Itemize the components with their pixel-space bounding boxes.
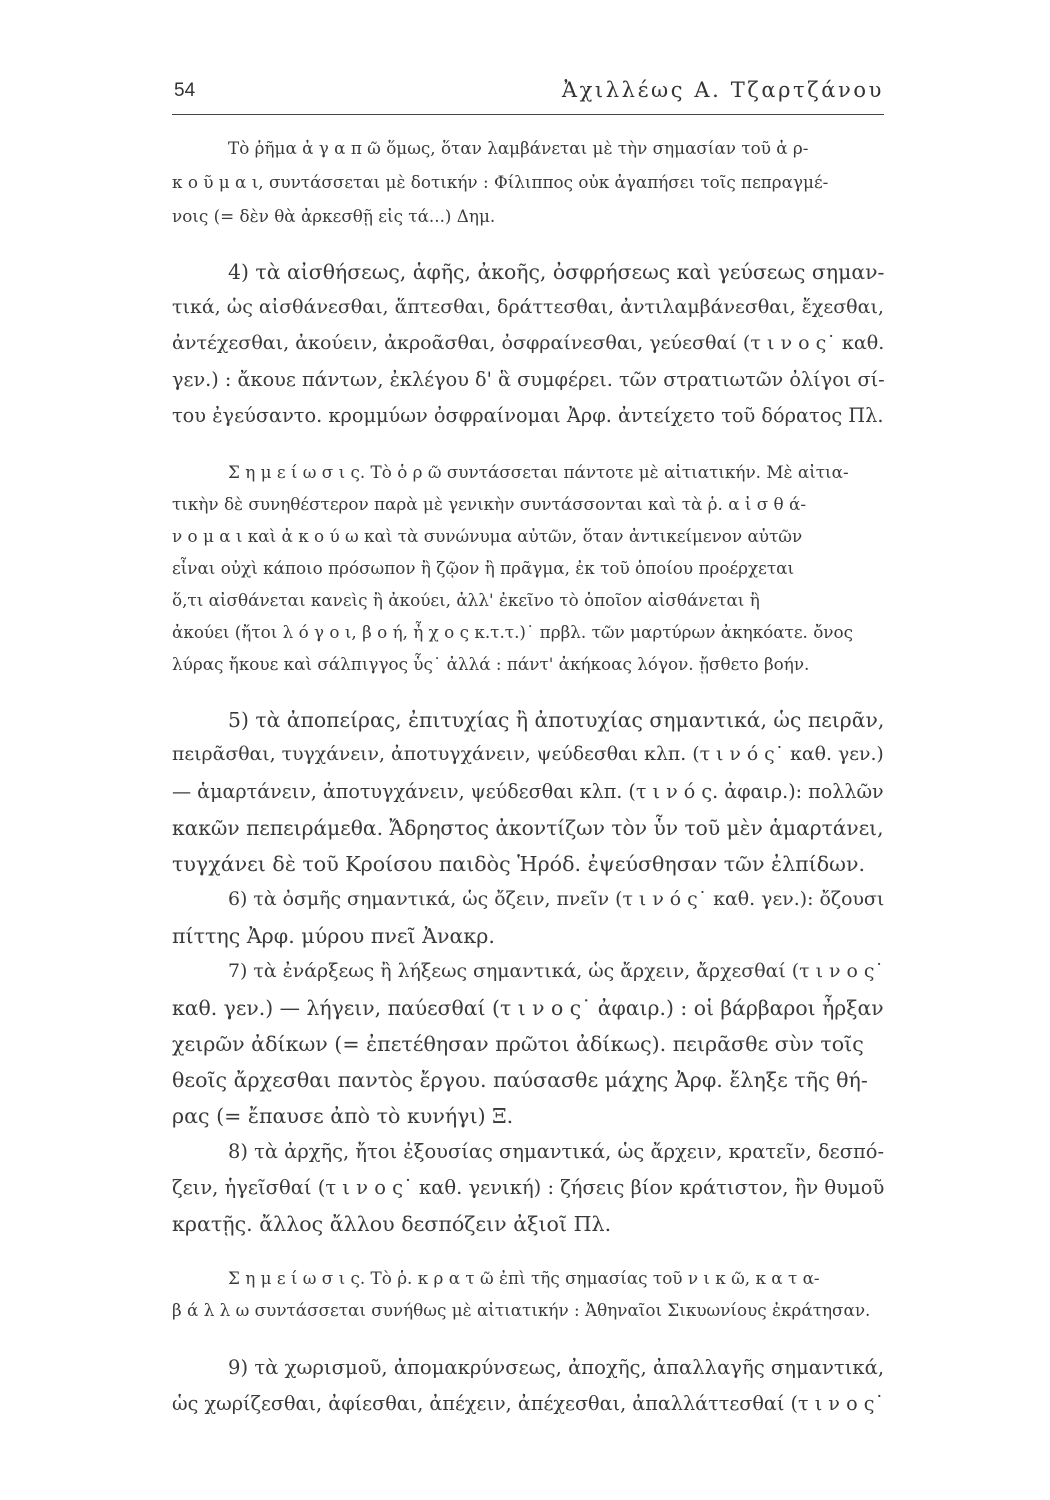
text-line: Τὸ ῥῆμα ἀ γ α π ῶ ὅμως, ὅταν λαμβάνεται μὲ τὴν σημασίαν τοῦ ἀ ρ- <box>228 138 809 158</box>
text-line: ρας (= ἔπαυσε ἀπὸ τὸ κυνήγι) Ξ. <box>172 1104 514 1128</box>
page-number: 54 <box>174 80 196 101</box>
text-line: — ἁμαρτάνειν, ἀποτυγχάνειν, ψεύδεσθαι κλπ. (τ ι ν ό ς. ἀφαιρ.): πολλῶν <box>172 780 884 803</box>
text-line: καθ. γεν.) — λήγειν, παύεσθαί (τ ι ν ο ς˙ ἀφαιρ.) : οἱ βάρβαροι ἦρξαν <box>172 996 884 1020</box>
text-line: Σ η μ ε ί ω σ ι ς. Τὸ ῥ. κ ρ α τ ῶ ἐπὶ τῆς σημασίας τοῦ ν ι κ ῶ, κ α τ α- <box>228 1268 820 1288</box>
text-line: πίττης Ἀρφ. μύρου πνεῖ Ἀνακρ. <box>172 924 495 948</box>
text-line: ὡς χωρίζεσθαι, ἀφίεσθαι, ἀπέχειν, ἀπέχεσθαι, ἀπαλλάττεσθαί (τ ι ν ο ς˙ <box>172 1392 885 1415</box>
text-line: ἀντέχεσθαι, ἀκούειν, ἀκροᾶσθαι, ὀσφραίνεσθαι, γεύεσθαί (τ ι ν ο ς˙ καθ. <box>172 332 885 354</box>
text-line: κρατῇς. ἄλλος ἄλλου δεσπόζειν ἀξιοῖ Πλ. <box>172 1212 612 1236</box>
text-line: γεν.) : ἄκουε πάντων, ἐκλέγου δ' ἃ συμφέρει. τῶν στρατιωτῶν ὀλίγοι σί- <box>172 368 885 391</box>
text-line: 6) τὰ ὀσμῆς σημαντικά, ὡς ὄζειν, πνεῖν (τ ι ν ό ς˙ καθ. γεν.): ὄζουσι <box>228 888 885 910</box>
text-line: χειρῶν ἀδίκων (= ἐπετέθησαν πρῶτοι ἀδίκως). πειρᾶσθε σὺν τοῖς <box>172 1032 864 1056</box>
text-line: κ ο ῦ μ α ι, συντάσσεται μὲ δοτικήν : Φίλιππος οὐκ ἀγαπήσει τοῖς πεπραγμέ- <box>172 172 829 192</box>
text-line: του ἐγεύσαντο. κρομμύων ὀσφραίνομαι Ἀρφ. ἀντείχετο τοῦ δόρατος Πλ. <box>172 404 884 427</box>
text-line: 5) τὰ ἀποπείρας, ἐπιτυχίας ἢ ἀποτυχίας σημαντικά, ὡς πειρᾶν, <box>228 708 885 732</box>
text-line: νοις (= δὲν θὰ ἀρκεσθῇ εἰς τά...) Δημ. <box>172 206 496 226</box>
text-line: ὅ,τι αἰσθάνεται κανεὶς ἢ ἀκούει, ἀλλ' ἐκεῖνο τὸ ὁποῖον αἰσθάνεται ἢ <box>172 590 760 610</box>
text-line: 4) τὰ αἰσθήσεως, ἁφῆς, ἀκοῆς, ὀσφρήσεως καὶ γεύσεως σημαν- <box>228 260 885 284</box>
text-line: ζειν, ἡγεῖσθαί (τ ι ν ο ς˙ καθ. γενική) : ζήσεις βίον κράτιστον, ἢν θυμοῦ <box>172 1176 885 1199</box>
text-line: εἶναι οὐχὶ κάποιο πρόσωπον ἢ ζῷον ἢ πρᾶγμα, ἐκ τοῦ ὁποίου προέρχεται <box>172 558 795 578</box>
text-line: 7) τὰ ἐνάρξεως ἢ λήξεως σημαντικά, ὡς ἄρχειν, ἄρχεσθαί (τ ι ν ο ς˙ <box>228 960 884 982</box>
text-line: τικὴν δὲ συνηθέστερον παρὰ μὲ γενικὴν συντάσσονται καὶ τὰ ῥ. α ἰ σ θ ά- <box>172 494 807 514</box>
page-header <box>172 74 884 115</box>
running-title: Ἀχιλλέως Α. Τζαρτζάνου <box>561 78 884 102</box>
text-line: Σ η μ ε ί ω σ ι ς. Τὸ ὁ ρ ῶ συντάσσεται πάντοτε μὲ αἰτιατικήν. Μὲ αἰτια- <box>228 462 849 482</box>
text-line: κακῶν πεπειράμεθα. Ἄδρηστος ἀκοντίζων τὸν ὗν τοῦ μὲν ἁμαρτάνει, <box>172 816 884 840</box>
text-line: 9) τὰ χωρισμοῦ, ἀπομακρύνσεως, ἀποχῆς, ἀπαλλαγῆς σημαντικά, <box>228 1356 885 1379</box>
text-line: ν ο μ α ι καὶ ἀ κ ο ύ ω καὶ τὰ συνώνυμα αὐτῶν, ὅταν ἀντικείμενον αὐτῶν <box>172 526 803 546</box>
text-line: β ά λ λ ω συντάσσεται συνήθως μὲ αἰτιατικήν : Ἀθηναῖοι Σικυωνίους ἐκράτησαν. <box>172 1300 871 1320</box>
text-line: 8) τὰ ἀρχῆς, ἤτοι ἐξουσίας σημαντικά, ὡς ἄρχειν, κρατεῖν, δεσπό- <box>228 1140 885 1163</box>
text-line: πειρᾶσθαι, τυγχάνειν, ἀποτυγχάνειν, ψεύδεσθαι κλπ. (τ ι ν ό ς˙ καθ. γεν.) <box>172 744 884 765</box>
text-line: τυγχάνει δὲ τοῦ Κροίσου παιδὸς Ἡρόδ. ἐψεύσθησαν τῶν ἐλπίδων. <box>172 852 866 876</box>
text-line: λύρας ἤκουε καὶ σάλπιγγος ὗς˙ ἀλλά : πάντ' ἀκήκοας λόγον. ᾔσθετο βοήν. <box>172 654 810 674</box>
text-line: ἀκούει (ἤτοι λ ό γ ο ι, β ο ή, ἦ χ ο ς κ.τ.τ.)˙ πρβλ. τῶν μαρτύρων ἀκηκόατε. ὄνος <box>172 622 854 642</box>
text-line: τικά, ὡς αἰσθάνεσθαι, ἅπτεσθαι, δράττεσθαι, ἀντιλαμβάνεσθαι, ἔχεσθαι, <box>172 296 884 318</box>
text-line: θεοῖς ἄρχεσθαι παντὸς ἔργου. παύσασθε μάχης Ἀρφ. ἔληξε τῆς θή- <box>172 1068 868 1092</box>
